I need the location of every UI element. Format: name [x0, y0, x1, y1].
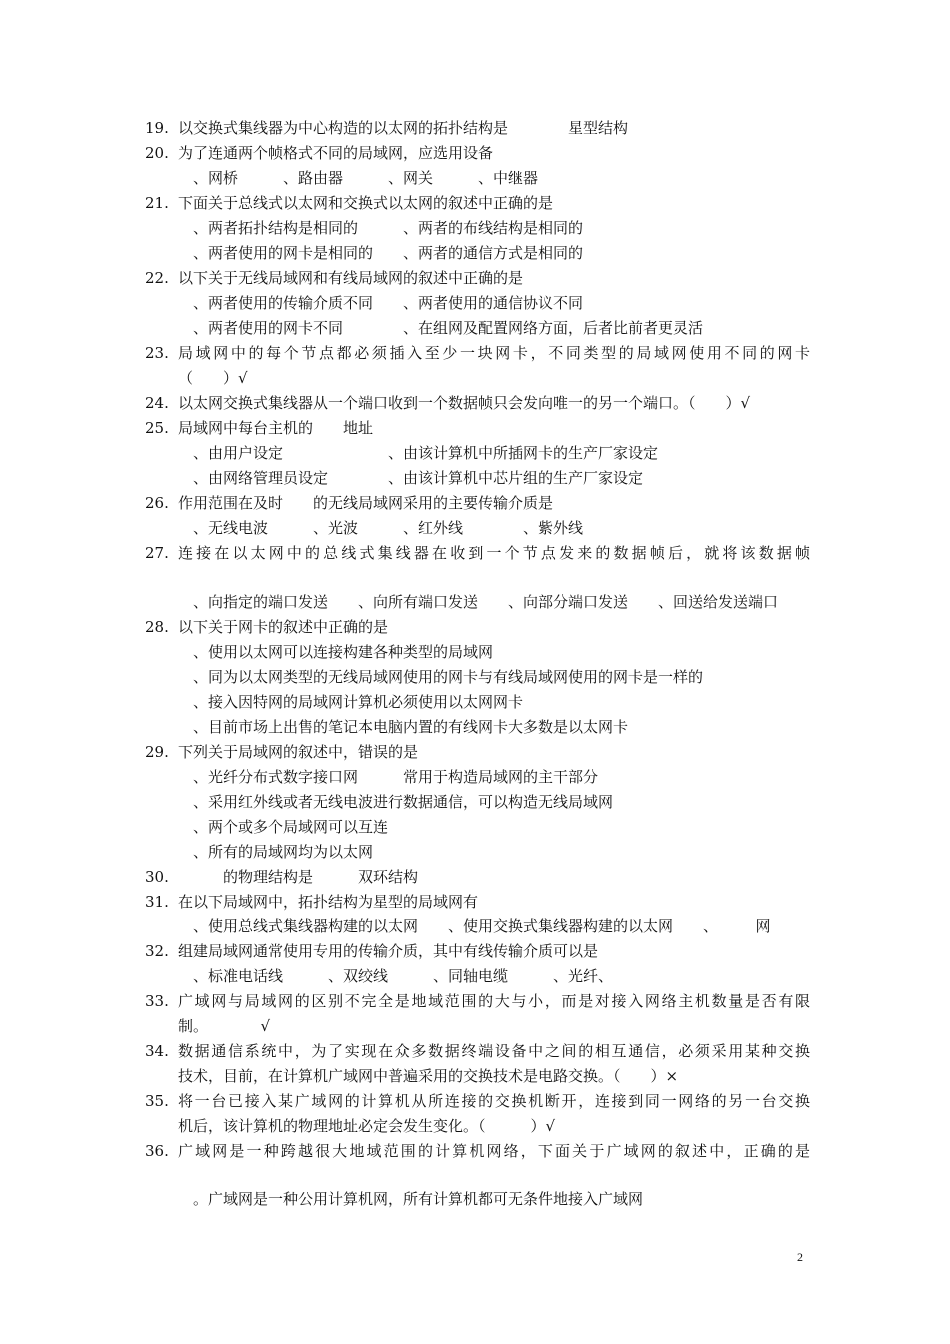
question-number: 35. [145, 1092, 169, 1110]
question-number: 22. [145, 269, 169, 287]
question-continuation: 制。 √ [178, 1017, 271, 1035]
question-number: 28. [145, 618, 169, 636]
question-text: 广域网与局域网的区别不完全是地域范围的大与小，而是对接入网络主机数量是否有限 [178, 992, 810, 1010]
question-text: 以下关于网卡的叙述中正确的是 [178, 618, 389, 636]
question-number: 33. [145, 992, 169, 1010]
question-number: 32. [145, 942, 169, 960]
question-continuation: 、两者使用的网卡是相同的 、两者的通信方式是相同的 [178, 244, 584, 262]
question-continuation: 、目前市场上出售的笔记本电脑内置的有线网卡大多数是以太网卡 [178, 718, 629, 736]
question-continuation: （ ）√ [178, 369, 248, 387]
question-text: 局域网中每台主机的 地址 [178, 419, 374, 437]
question-number: 29. [145, 743, 169, 761]
question-number: 31. [145, 893, 169, 911]
question-text: 以太网交换式集线器从一个端口收到一个数据帧只会发向唯一的另一个端口。（ ）√ [178, 394, 751, 412]
question-continuation: 、两个或多个局域网可以互连 [178, 818, 389, 836]
question-text: 局域网中的每个节点都必须插入至少一块网卡，不同类型的局域网使用不同的网卡 [178, 344, 810, 362]
question-continuation: 、网桥 、路由器 、网关 、中继器 [178, 169, 539, 187]
question-text: 下列关于局域网的叙述中，错误的是 [178, 743, 419, 761]
question-continuation: 、无线电波 、光波 、红外线 、紫外线 [178, 519, 584, 537]
question-number: 27. [145, 544, 169, 562]
question-continuation: 、标准电话线 、双绞线 、同轴电缆 、光纤、 [178, 967, 614, 985]
question-continuation: 、向指定的端口发送 、向所有端口发送 、向部分端口发送 、回送给发送端口 [178, 593, 779, 611]
question-text: 连接在以太网中的总线式集线器在收到一个节点发来的数据帧后，就将该数据帧 [178, 544, 810, 562]
question-text: 组建局域网通常使用专用的传输介质，其中有线传输介质可以是 [178, 942, 599, 960]
question-text: 的物理结构是 双环结构 [178, 868, 419, 886]
question-number: 21. [145, 194, 169, 212]
question-text: 广域网是一种跨越很大地域范围的计算机网络，下面关于广域网的叙述中，正确的是 [178, 1142, 810, 1160]
question-continuation: 、使用总线式集线器构建的以太网 、使用交换式集线器构建的以太网 、 网 [178, 917, 771, 935]
question-number: 20. [145, 144, 169, 162]
question-text: 将一台已接入某广域网的计算机从所连接的交换机断开，连接到同一网络的另一台交换 [178, 1092, 810, 1110]
question-number: 23. [145, 344, 169, 362]
question-text: 在以下局域网中，拓扑结构为星型的局域网有 [178, 893, 479, 911]
question-number: 34. [145, 1042, 169, 1060]
question-continuation: 、两者使用的网卡不同 、在组网及配置网络方面，后者比前者更灵活 [178, 319, 704, 337]
question-continuation: 、接入因特网的局域网计算机必须使用以太网网卡 [178, 693, 524, 711]
question-continuation: 、使用以太网可以连接构建各种类型的局域网 [178, 643, 494, 661]
question-number: 26. [145, 494, 169, 512]
question-continuation: 、由网络管理员设定 、由该计算机中芯片组的生产厂家设定 [178, 469, 644, 487]
question-text: 下面关于总线式以太网和交换式以太网的叙述中正确的是 [178, 194, 554, 212]
question-continuation: 、两者使用的传输介质不同 、两者使用的通信协议不同 [178, 294, 584, 312]
question-continuation: 、所有的局域网均为以太网 [178, 843, 374, 861]
question-continuation: 、两者拓扑结构是相同的 、两者的布线结构是相同的 [178, 219, 584, 237]
question-continuation: 、采用红外线或者无线电波进行数据通信，可以构造无线局域网 [178, 793, 614, 811]
question-number: 36. [145, 1142, 169, 1160]
question-continuation: 技术，目前，在计算机广域网中普遍采用的交换技术是电路交换。（ ）× [178, 1067, 679, 1085]
question-text: 以交换式集线器为中心构造的以太网的拓扑结构是 星型结构 [178, 119, 629, 137]
question-text: 作用范围在及时 的无线局域网采用的主要传输介质是 [178, 494, 554, 512]
question-continuation: 、光纤分布式数字接口网 常用于构造局域网的主干部分 [178, 768, 599, 786]
question-text: 为了连通两个帧格式不同的局域网，应选用设备 [178, 144, 494, 162]
question-continuation: 机后，该计算机的物理地址必定会发生变化。（ ）√ [178, 1117, 556, 1135]
question-number: 30. [145, 868, 169, 886]
question-text: 以下关于无线局域网和有线局域网的叙述中正确的是 [178, 269, 524, 287]
question-continuation: 、同为以太网类型的无线局域网使用的网卡与有线局域网使用的网卡是一样的 [178, 668, 704, 686]
question-number: 25. [145, 419, 169, 437]
question-text: 数据通信系统中，为了实现在众多数据终端设备中之间的相互通信，必须采用某种交换 [178, 1042, 810, 1060]
question-continuation: 、由用户设定 、由该计算机中所插网卡的生产厂家设定 [178, 444, 659, 462]
question-continuation: 。广域网是一种公用计算机网，所有计算机都可无条件地接入广域网 [178, 1190, 644, 1208]
question-number: 19. [145, 119, 169, 137]
page-number: 2 [797, 1250, 803, 1264]
question-number: 24. [145, 394, 169, 412]
